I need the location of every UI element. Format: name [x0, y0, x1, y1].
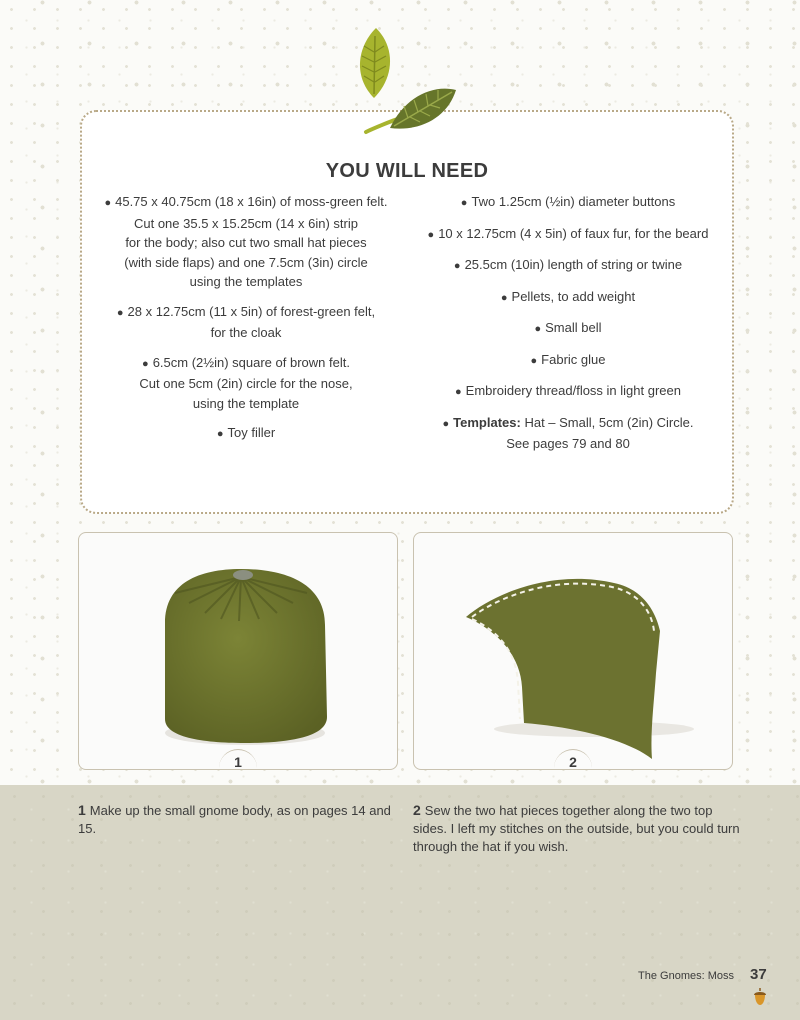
page-number: 37: [750, 966, 767, 983]
step-instruction-2: 2 Sew the two hat pieces together along the two top sides. I left my stitches on the outside, but you could turn through the hat if you wish.: [413, 802, 740, 854]
list-item: ● Toy filler: [216, 425, 276, 440]
gnome-body-illustration: [79, 533, 398, 770]
materials-title: YOU WILL NEED: [325, 160, 489, 182]
step-badge-1: 1: [219, 749, 257, 770]
list-item: ● 45.75 x 40.75cm (18 x 16in) of moss-green felt. Cut one 35.5 x 15.25cm (14 x 6in) strip for the body; also cut two small hat pieces (with side flaps) and one 7.5cm (3in) circle using the templates: [104, 194, 388, 289]
list-item: ● 6.5cm (2½in) square of brown felt. Cut one 5cm (2in) circle for the nose, using the template: [139, 354, 353, 411]
list-item: ● Two 1.25cm (½in) diameter buttons: [460, 194, 676, 209]
list-item: ● 28 x 12.75cm (11 x 5in) of forest-green felt, for the cloak: [116, 303, 376, 340]
materials-list-left: [88, 192, 404, 455]
list-item-templates: ● Templates: Hat – Small, 5cm (2in) Circle. See pages 79 and 80: [442, 414, 694, 451]
leaf-sprig-icon: [352, 28, 456, 140]
list-item: ● Pellets, to add weight: [500, 288, 636, 304]
hat-pieces-illustration: [414, 533, 733, 770]
list-item: ● Embroidery thread/floss in light green: [455, 383, 681, 398]
list-item: ● Small bell: [534, 320, 602, 335]
list-item: ● Fabric glue: [530, 351, 606, 367]
step-badge-2: 2: [554, 749, 592, 770]
step-photo-1: [78, 532, 398, 770]
step-instruction-1: 1 Make up the small gnome body, as on pages 14 and 15.: [78, 802, 391, 836]
list-item: ● 10 x 12.75cm (4 x 5in) of faux fur, for the beard: [427, 225, 709, 241]
running-footer: The Gnomes: Moss: [638, 970, 734, 982]
acorn-icon: [753, 988, 767, 1006]
materials-list-right: [410, 192, 726, 464]
step-photo-2: [413, 532, 733, 770]
list-item: ● 25.5cm (10in) length of string or twine: [453, 257, 683, 272]
